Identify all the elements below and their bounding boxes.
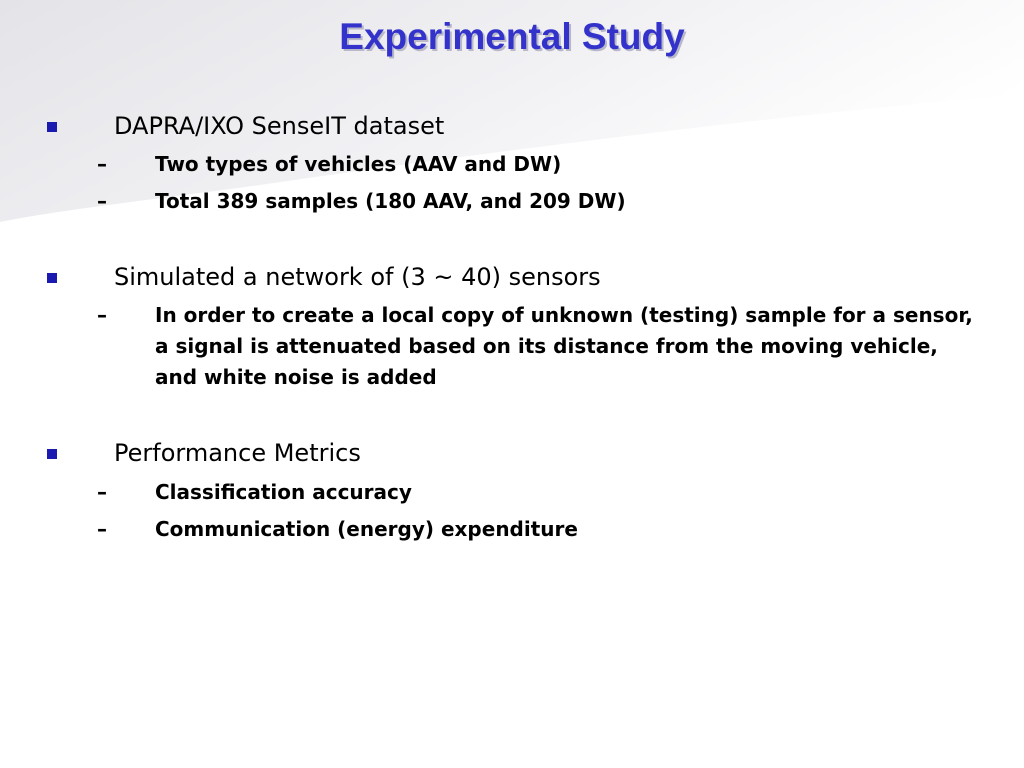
bullet-item (0, 261, 1024, 293)
dash-icon: – (97, 189, 107, 213)
bullet-text: DAPRA/IXO SenseIT dataset (114, 112, 445, 140)
bullet-item (0, 437, 1024, 469)
sub-bullet-item (0, 149, 1024, 180)
square-bullet-icon (47, 122, 57, 132)
sub-bullet-item (0, 514, 1024, 545)
bullet-item (0, 110, 1024, 142)
square-bullet-icon (47, 449, 57, 459)
sub-bullet-item (0, 300, 1024, 395)
bullet-text: Simulated a network of (3 ~ 40) sensors (114, 263, 601, 291)
sub-bullet-item (0, 186, 1024, 217)
dash-icon: – (97, 480, 107, 504)
dash-icon: – (97, 152, 107, 176)
sub-bullet-text: In order to create a local copy of unknown (testing) sample for a sensor, a signal is attenuated based on its distance from the moving vehicle, and white noise is added (155, 303, 973, 389)
dash-icon: – (97, 517, 107, 541)
bullet-text: Performance Metrics (114, 439, 361, 467)
sub-bullet-text: Two types of vehicles (AAV and DW) (155, 152, 562, 176)
sub-bullet-text: Communication (energy) expenditure (155, 517, 578, 541)
sub-bullet-item (0, 477, 1024, 508)
sub-bullet-text: Total 389 samples (180 AAV, and 209 DW) (155, 189, 626, 213)
square-bullet-icon (47, 273, 57, 283)
sub-bullet-text: Classification accuracy (155, 480, 412, 504)
slide-title: Experimental Study (339, 16, 685, 57)
dash-icon: – (97, 303, 107, 327)
